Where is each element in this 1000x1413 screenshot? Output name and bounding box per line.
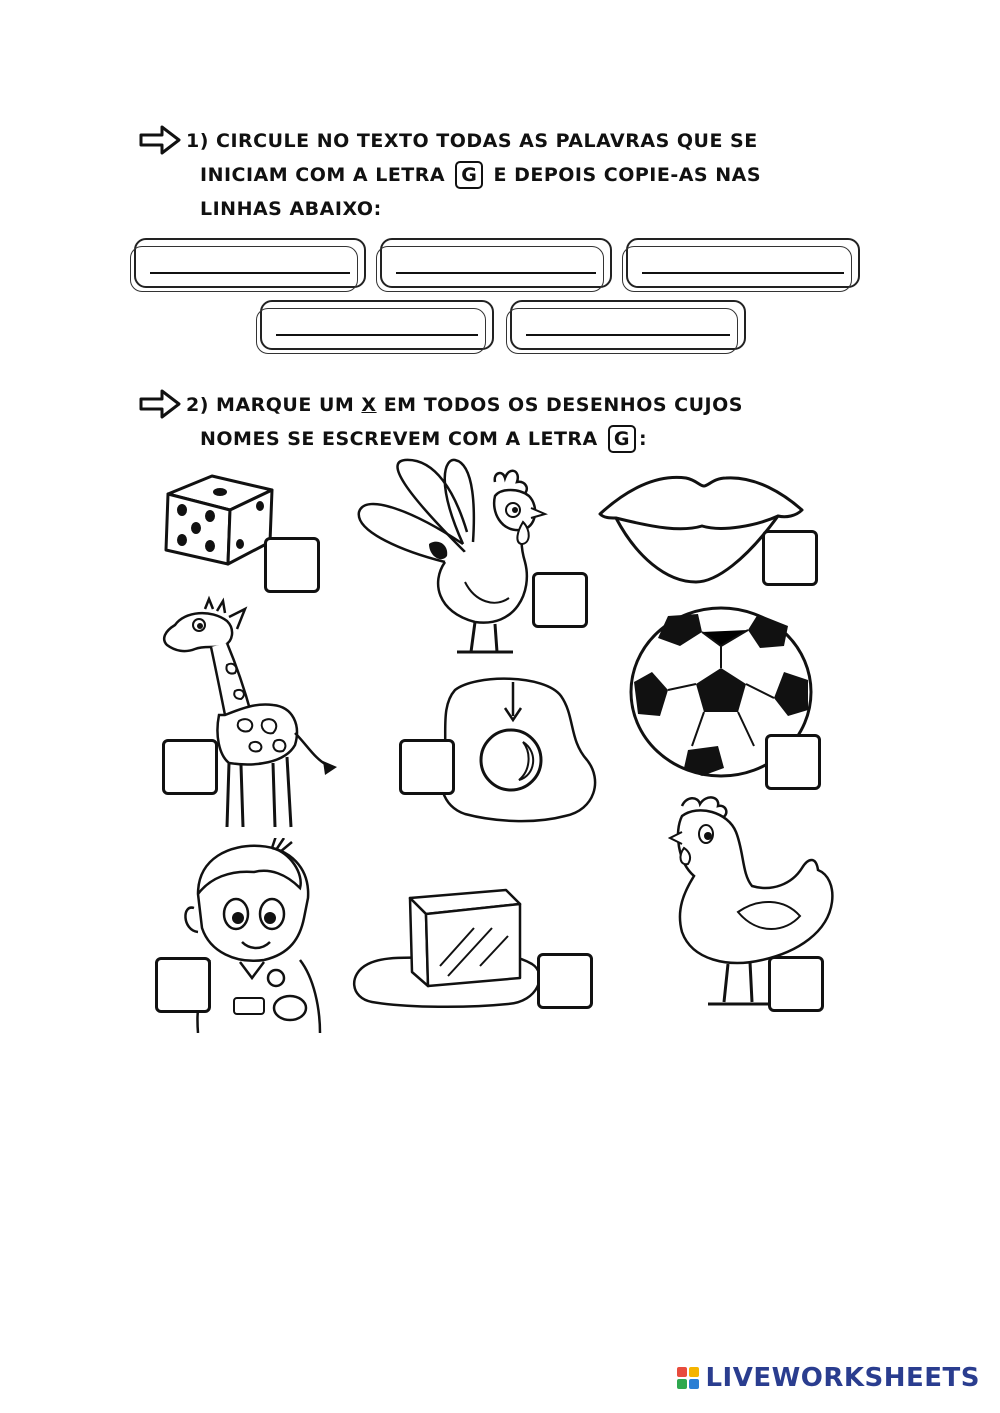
brand-footer [677,1363,980,1393]
checkbox-ball[interactable] [765,734,821,790]
answer-line-4[interactable] [260,300,494,350]
checkbox-dice[interactable] [264,537,320,593]
answer-line-1[interactable] [134,238,366,288]
answer-line-5[interactable] [510,300,746,350]
answer-line-3[interactable] [626,238,860,288]
fried-egg-icon [435,660,605,830]
checkbox-hen[interactable] [768,956,824,1012]
checkbox-boy[interactable] [155,957,211,1013]
checkbox-egg[interactable] [399,739,455,795]
letter-g-box: G [455,161,483,189]
arrow-right-icon [138,388,182,420]
question-1-line-1: 1) CIRCULE NO TEXTO TODAS AS PALAVRAS QUE SE [186,130,758,152]
brand-logo-icon [677,1367,699,1389]
dice-icon [160,472,280,568]
checkbox-ice[interactable] [537,953,593,1009]
question-1-line-2: INICIAM COM A LETRA G E DEPOIS COPIE-AS NAS [200,156,761,194]
ice-cube-icon [348,880,548,1010]
checkbox-lips[interactable] [762,530,818,586]
checkbox-giraffe[interactable] [162,739,218,795]
letter-g-box: G [608,425,636,453]
answer-line-2[interactable] [380,238,612,288]
question-2-line-1: 2) MARQUE UM X EM TODOS OS DESENHOS CUJOS [186,394,743,416]
arrow-right-icon [138,124,182,156]
brand-name: LIVEWORKSHEETS [705,1363,980,1393]
checkbox-rooster[interactable] [532,572,588,628]
question-2-line-2: NOMES SE ESCREVEM COM A LETRA G : [200,420,647,458]
question-1-line-3: LINHAS ABAIXO: [200,198,382,220]
rooster-icon [345,452,565,660]
giraffe-icon [155,595,340,835]
